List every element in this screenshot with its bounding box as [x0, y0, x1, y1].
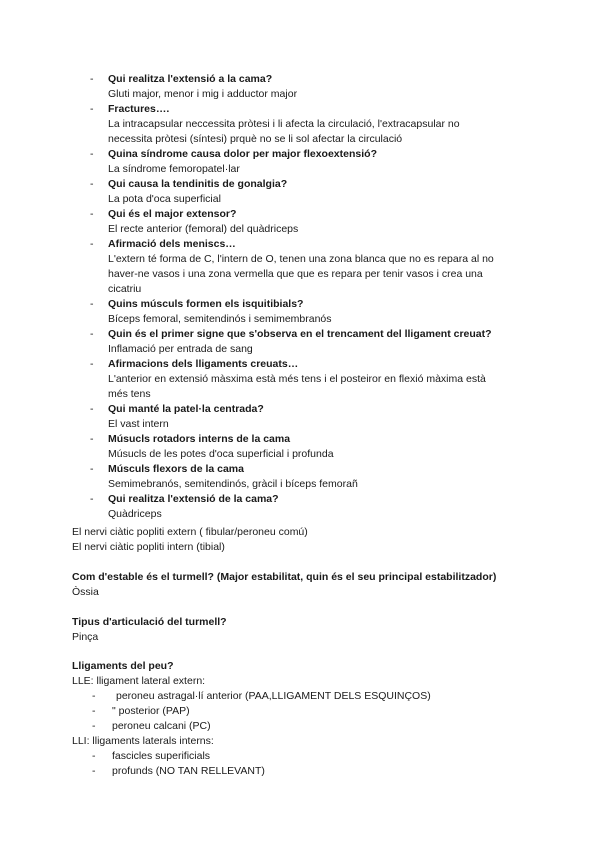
question: Quins músculs formen els isquitibials?: [108, 298, 304, 310]
dash-marker: -: [90, 208, 94, 220]
question: Qui és el major extensor?: [108, 208, 237, 220]
answer-line: Quàdriceps: [108, 508, 162, 520]
dash-marker: -: [90, 103, 94, 115]
dash-marker: -: [90, 463, 94, 475]
dash-marker: -: [90, 433, 94, 445]
lli-label: LLI: lligaments laterals interns:: [72, 735, 214, 747]
dash-marker: -: [90, 403, 94, 415]
answer-line: Bíceps femoral, semitendinós i semimembranós: [108, 313, 332, 325]
answer-line: necessita pròtesi (síntesi) prquè no se li sol afectar la circulació: [108, 133, 403, 145]
answer-line: cicatriu: [108, 283, 142, 295]
qa-item-4: [90, 207, 530, 237]
lle-item-text: peroneu calcani (PC): [112, 720, 211, 732]
qa-list: [90, 72, 530, 522]
answer-line: haver-ne vasos i una zona vermella que que es repara per tenir vasos i crea una: [108, 268, 483, 280]
ankle-joint-answer: Pinça: [72, 631, 99, 643]
foot-ligaments-block: [72, 659, 532, 779]
dash-marker: -: [90, 328, 94, 340]
qa-item-6: [90, 297, 530, 327]
dash-marker: -: [90, 493, 94, 505]
ankle-joint-block: [72, 615, 532, 645]
dash-marker: -: [92, 690, 96, 702]
lle-item-text: " posterior (PAP): [112, 705, 190, 717]
answer-line: La pota d'oca superficial: [108, 193, 221, 205]
answer-line: més tens: [108, 388, 151, 400]
question: Quin és el primer signe que s'observa en el trencament del lligament creuat?: [108, 328, 492, 340]
answer-line: Músucls de les potes d'oca superficial i profunda: [108, 448, 334, 460]
dash-marker: -: [92, 765, 96, 777]
question: Qui realitza l'extensió de la cama?: [108, 493, 279, 505]
nerves-block: [72, 525, 532, 555]
dash-marker: -: [90, 73, 94, 85]
question: Qui causa la tendinitis de gonalgia?: [108, 178, 288, 190]
answer-line: Semimebranós, semitendinós, gràcil i bíceps femorañ: [108, 478, 358, 490]
lle-item: [92, 689, 532, 704]
qa-item-7: [90, 327, 530, 357]
lli-item-text: profunds (NO TAN RELLEVANT): [112, 765, 265, 777]
question: Afirmacions dels lligaments creuats…: [108, 358, 299, 370]
question: Qui manté la patel·la centrada?: [108, 403, 264, 415]
lle-item: [92, 719, 532, 734]
lle-item: [92, 704, 532, 719]
answer-line: El vast intern: [108, 418, 169, 430]
dash-marker: -: [92, 705, 96, 717]
qa-item-0: [90, 72, 530, 102]
lle-item-text: peroneu astragal·lí anterior (PAA,LLIGAMENT DELS ESQUINÇOS): [116, 690, 431, 702]
answer-line: L'anterior en extensió màsxima està més tens i el posteiror en flexió màxima està: [108, 373, 486, 385]
dash-marker: -: [90, 358, 94, 370]
qa-item-3: [90, 177, 530, 207]
lle-list: [72, 689, 532, 734]
qa-item-8: [90, 357, 530, 402]
answer-line: La síndrome femoropatel·lar: [108, 163, 240, 175]
lli-list: [72, 749, 532, 779]
question: Músucls rotadors interns de la cama: [108, 433, 291, 445]
lli-item-text: fascicles superificials: [112, 750, 211, 762]
answer-line: L'extern té forma de C, l'intern de O, tenen una zona blanca que no es repara al no: [108, 253, 494, 265]
answer-line: Inflamació per entrada de sang: [108, 343, 253, 355]
qa-item-2: [90, 147, 530, 177]
qa-item-1: [90, 102, 530, 147]
ankle-stability-answer: Òssia: [72, 586, 99, 598]
foot-ligaments-question: Lligaments del peu?: [72, 660, 174, 672]
nerve-line: El nervi ciàtic popliti intern (tibial): [72, 541, 225, 553]
ankle-joint-question: Tipus d'articulació del turmell?: [72, 616, 227, 628]
question: Quina síndrome causa dolor per major flexoextensió?: [108, 148, 377, 160]
question: Fractures….: [108, 103, 170, 115]
answer-line: La intracapsular neccessita pròtesi i li afecta la circulació, l'extracapsular no: [108, 118, 460, 130]
answer-line: Gluti major, menor i mig i adductor major: [108, 88, 298, 100]
qa-item-11: [90, 462, 530, 492]
question: Afirmació dels meniscs…: [108, 238, 236, 250]
qa-item-9: [90, 402, 530, 432]
nerve-line: El nervi ciàtic popliti extern ( fibular/peroneu comú): [72, 526, 308, 538]
question: Qui realitza l'extensió a la cama?: [108, 73, 273, 85]
lle-label: LLE: lligament lateral extern:: [72, 675, 206, 687]
dash-marker: -: [92, 750, 96, 762]
dash-marker: -: [90, 298, 94, 310]
dash-marker: -: [90, 178, 94, 190]
dash-marker: -: [90, 148, 94, 160]
lli-item: [92, 764, 532, 779]
lli-item: [92, 749, 532, 764]
question: Músculs flexors de la cama: [108, 463, 244, 475]
dash-marker: -: [90, 238, 94, 250]
qa-item-12: [90, 492, 530, 522]
ankle-stability-question: Com d'estable és el turmell? (Major estabilitat, quin és el seu principal estabilitzador): [72, 571, 497, 583]
ankle-stability-block: [72, 570, 532, 600]
qa-item-5: [90, 237, 530, 297]
qa-item-10: [90, 432, 530, 462]
dash-marker: -: [92, 720, 96, 732]
answer-line: El recte anterior (femoral) del quàdriceps: [108, 223, 299, 235]
